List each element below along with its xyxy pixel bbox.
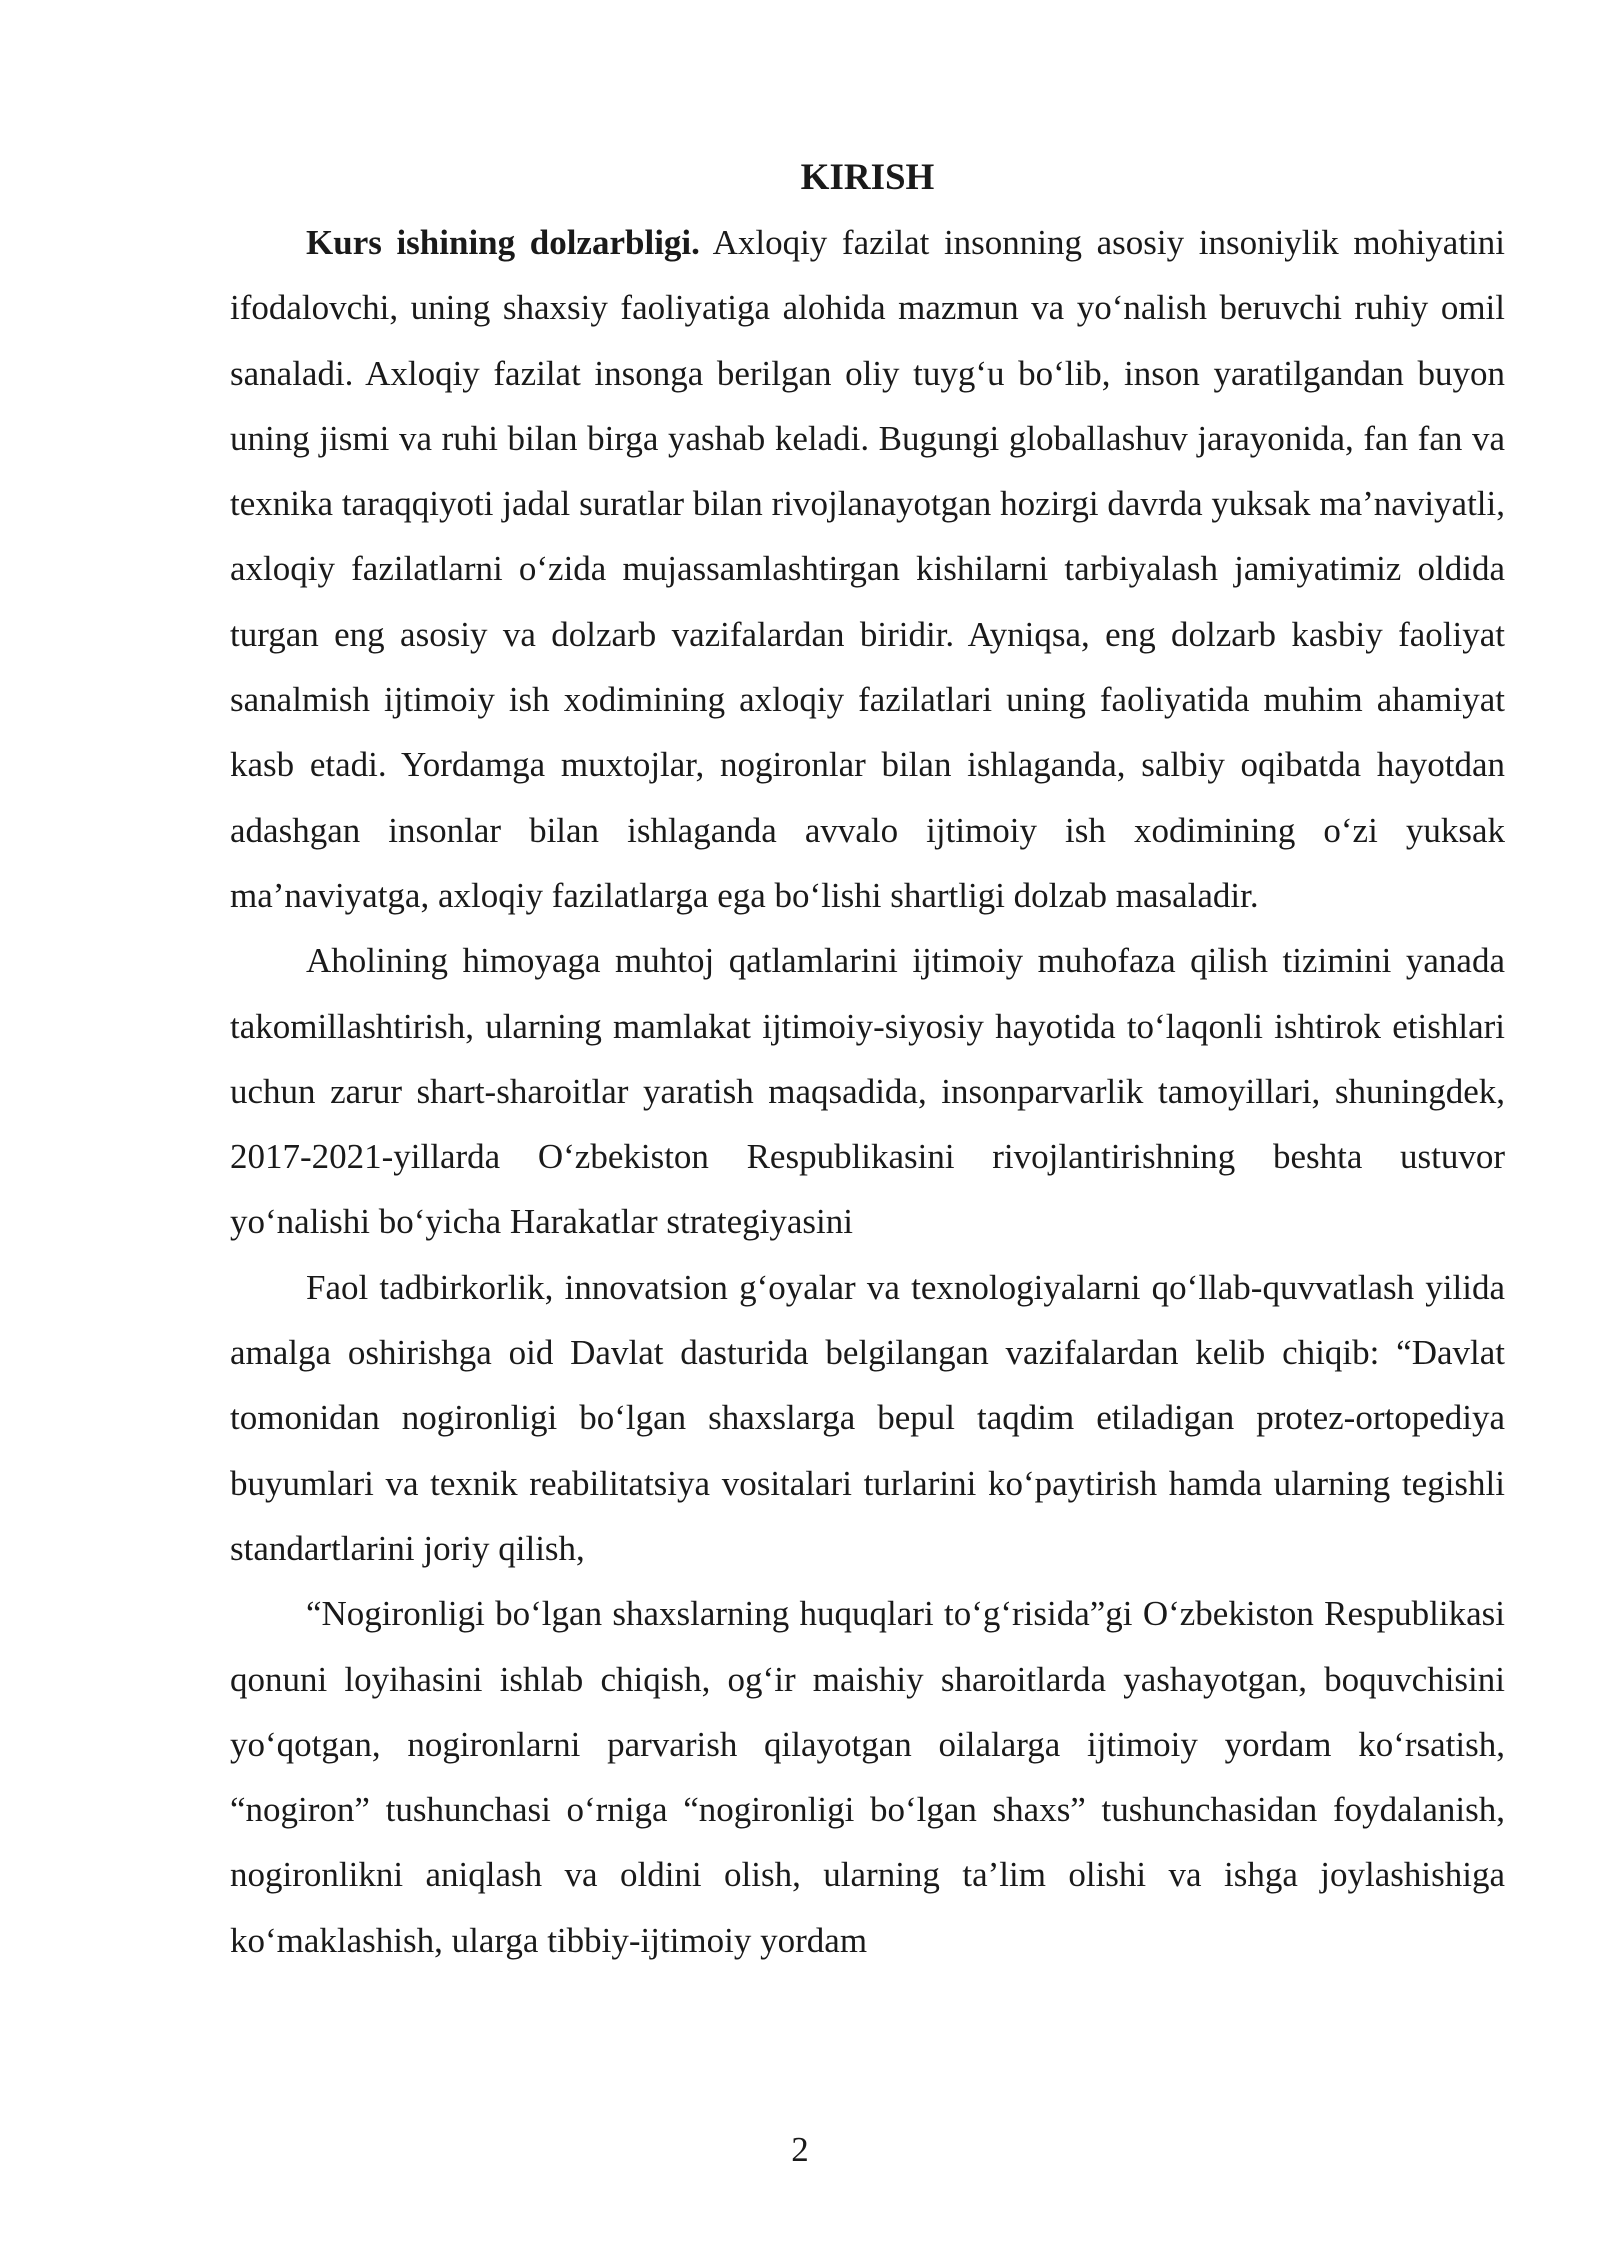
section-heading: KIRISH xyxy=(800,157,935,198)
paragraph-state-program: Faol tadbirkorlik, innovatsion g‘oyalar va texnologiyalarni qo‘llab-quvvatlash yilida amalga oshirishga oid Davlat dasturida belgilangan vazifalardan kelib chiqib: “Davlat tomonidan nogironligi bo‘lgan shaxslarga bepul taqdim etiladigan protez-ortopediya buyumlari va texnik reabilitatsiya vositalari turlarini ko‘paytirish hamda ularning tegishli standartlarini joriy qilish, xyxy=(230,1267,1505,1568)
paragraph-text: Axloqiy fazilat insonning asosiy insoniylik mohiyatini ifodalovchi, uning shaxsiy faoliyatiga alohida mazmun va yo‘nalish beruvchi ruhiy omil sanaladi. Axloqiy fazilat insonga berilgan oliy tuyg‘u bo‘lib, inson yaratilgandan buyon uning jismi va ruhi bilan birga yashab keladi. Bugungi globallashuv jarayonida, fan fan va texnika taraqqiyoti jadal suratlar bilan rivojlanayotgan hozirgi davrda yuksak ma’naviyatli, axloqiy fazilatlarni o‘zida mujassamlashtirgan kishilarni tarbiyalash jamiyatimiz oldida turgan eng asosiy va dolzarb vazifalardan biridir. Ayniqsa, eng dolzarb kasbiy faoliyat sanalmish ijtimoiy ish xodimining axloqiy fazilatlari uning faoliyatida muhim ahamiyat kasb etadi. Yordamga muxtojlar, nogironlar bilan ishlaganda, salbiy oqibatda hayotdan adashgan insonlar bilan ishlaganda avvalo ijtimoiy ish xodimining o‘zi yuksak ma’naviyatga, axloqiy fazilatlarga ega bo‘lishi shartligi dolzab masaladir. xyxy=(230,223,1506,915)
paragraph-social-protection: Aholining himoyaga muhtoj qatlamlarini ijtimoiy muhofaza qilish tizimini yanada takomillashtirish, ularning mamlakat ijtimoiy-siyosiy hayotida to‘laqonli ishtirok etishlari uchun zarur shart-sharoitlar yaratish maqsadida, insonparvarlik tamoyillari, shuningdek, 2017-2021-yillarda O‘zbekiston Respublikasini rivojlantirishning beshta ustuvor yo‘nalishi bo‘yicha Harakatlar strategiyasini xyxy=(230,941,1505,1242)
paragraph-law-draft: “Nogironligi bo‘lgan shaxslarning huquqlari to‘g‘risida”gi O‘zbekiston Respublikasi qonuni loyihasini ishlab chiqish, og‘ir maishiy sharoitlarda yashayotgan, boquvchisini yo‘qotgan, nogironlarni parvarish qilayotgan oilalarga ijtimoiy yordam ko‘rsatish, “nogiron” tushunchasi o‘rniga “nogironligi bo‘lgan shaxs” tushunchasidan foydalanish, nogironlikni aniqlash va oldini olish, ularning ta’lim olishi va ishga joylashishiga ko‘maklashish, ularga tibbiy-ijtimoiy yordam xyxy=(230,1594,1505,1960)
paragraph-relevance xyxy=(230,210,1505,928)
paragraph-lead: Kurs ishining dolzarbligi. xyxy=(306,223,700,262)
page-content xyxy=(230,145,1505,1973)
page-number: 2 xyxy=(791,2130,809,2169)
